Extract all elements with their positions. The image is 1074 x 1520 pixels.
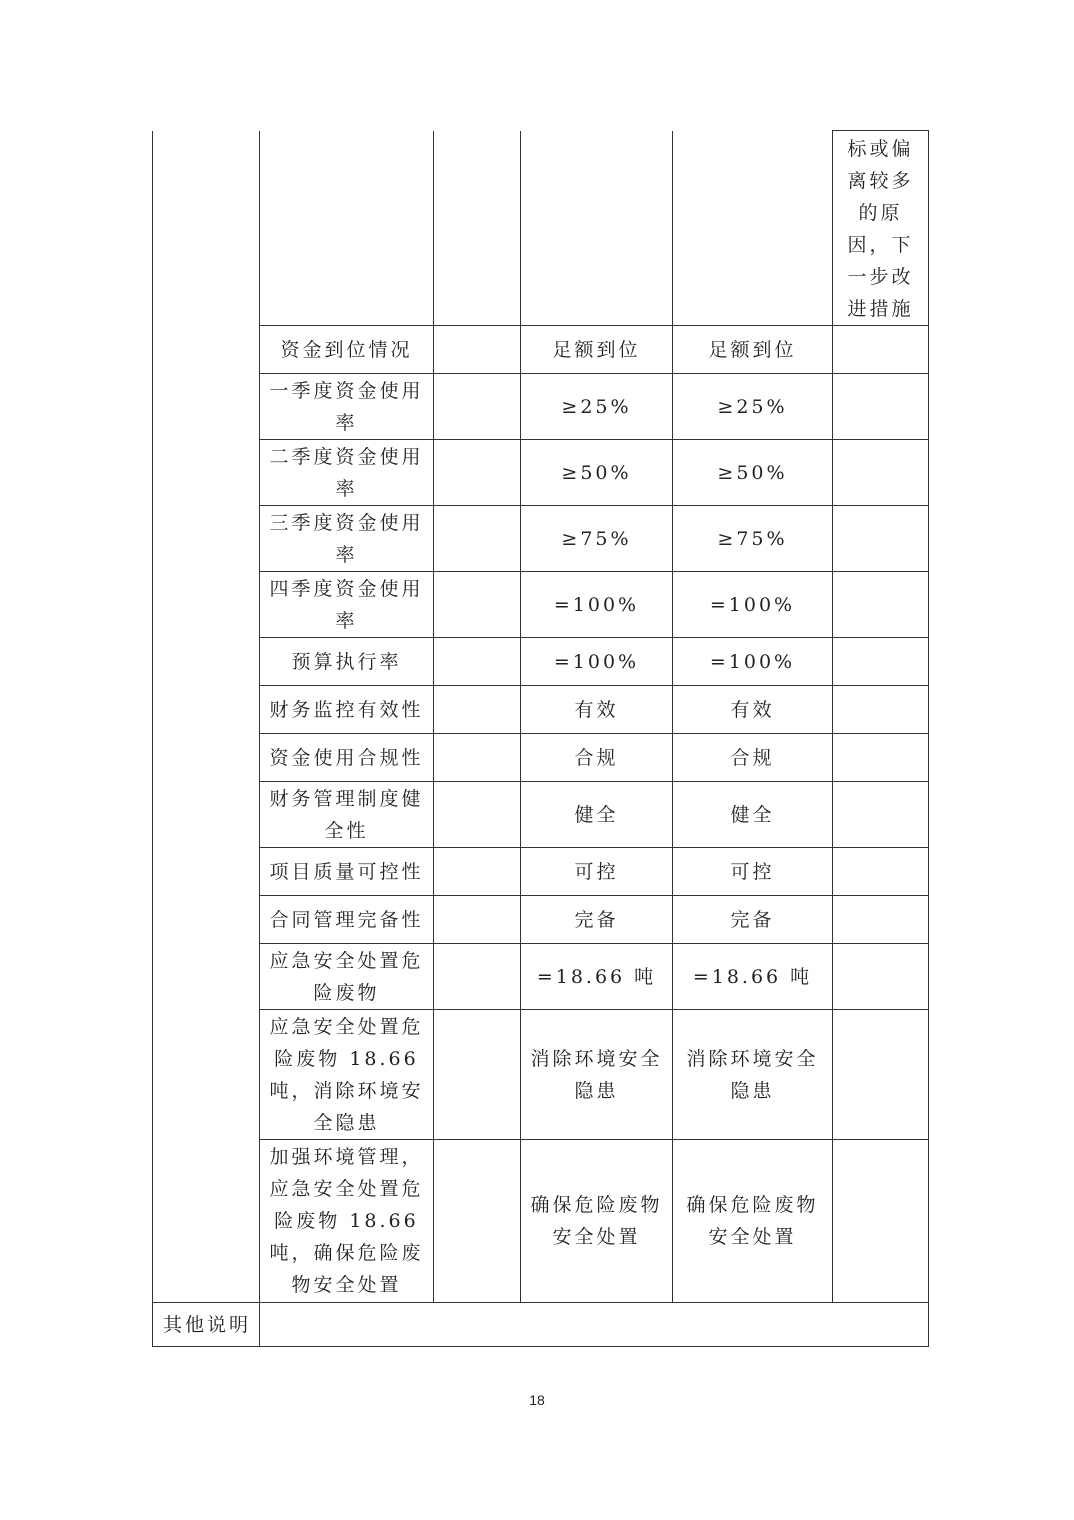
indicator-cell: 资金使用合规性 (260, 734, 434, 782)
table-cell (434, 131, 521, 326)
note-cell (833, 686, 929, 734)
indicator-cell: 项目质量可控性 (260, 848, 434, 896)
table-row (153, 572, 929, 638)
indicator-cell: 财务监控有效性 (260, 686, 434, 734)
actual-cell: 可控 (673, 848, 833, 896)
table-cell (434, 374, 521, 440)
target-cell: 完备 (521, 896, 673, 944)
target-cell: ≥25% (521, 374, 673, 440)
note-cell (833, 848, 929, 896)
note-cell (833, 572, 929, 638)
table-cell (434, 848, 521, 896)
target-cell: 消除环境安全隐患 (521, 1010, 673, 1140)
indicator-cell: 财务管理制度健全性 (260, 782, 434, 848)
actual-cell: 合规 (673, 734, 833, 782)
table-row (153, 848, 929, 896)
indicator-cell: 四季度资金使用率 (260, 572, 434, 638)
page-number: 18 (529, 1392, 545, 1408)
note-cell (833, 326, 929, 374)
table-row (153, 944, 929, 1010)
indicator-cell: 一季度资金使用率 (260, 374, 434, 440)
indicator-cell: 二季度资金使用率 (260, 440, 434, 506)
target-cell: =100% (521, 572, 673, 638)
indicator-cell: 应急安全处置危险废物 18.66 吨，消除环境安全隐患 (260, 1010, 434, 1140)
indicator-cell: 合同管理完备性 (260, 896, 434, 944)
other-notes-cell (260, 1303, 929, 1347)
target-cell: ≥50% (521, 440, 673, 506)
actual-cell: ≥75% (673, 506, 833, 572)
note-cell (833, 734, 929, 782)
table-row (153, 440, 929, 506)
other-notes-label: 其他说明 (153, 1303, 260, 1347)
table-row (153, 638, 929, 686)
table-cell (673, 131, 833, 326)
target-cell: 健全 (521, 782, 673, 848)
target-cell: =100% (521, 638, 673, 686)
table-cell (260, 131, 434, 326)
table-row (153, 1140, 929, 1303)
note-cell (833, 944, 929, 1010)
actual-cell: 有效 (673, 686, 833, 734)
table-row (153, 686, 929, 734)
target-cell: 有效 (521, 686, 673, 734)
table-cell (434, 440, 521, 506)
table-row (153, 131, 929, 326)
note-cell: 标或偏离较多的原因，下一步改进措施 (833, 131, 929, 326)
target-cell: 足额到位 (521, 326, 673, 374)
table-cell (434, 1010, 521, 1140)
actual-cell: 足额到位 (673, 326, 833, 374)
note-cell (833, 506, 929, 572)
table-row (153, 734, 929, 782)
target-cell: 确保危险废物安全处置 (521, 1140, 673, 1303)
actual-cell: 确保危险废物安全处置 (673, 1140, 833, 1303)
actual-cell: ≥25% (673, 374, 833, 440)
note-cell (833, 440, 929, 506)
table-row (153, 782, 929, 848)
table-cell (434, 326, 521, 374)
actual-cell: 健全 (673, 782, 833, 848)
table-cell (434, 782, 521, 848)
actual-cell: ≥50% (673, 440, 833, 506)
target-cell: 可控 (521, 848, 673, 896)
performance-table (152, 130, 929, 1347)
target-cell: 合规 (521, 734, 673, 782)
table-row (153, 1303, 929, 1347)
note-cell (833, 638, 929, 686)
note-cell (833, 374, 929, 440)
table-row (153, 506, 929, 572)
table-cell (434, 1140, 521, 1303)
table-cell (521, 131, 673, 326)
note-cell (833, 782, 929, 848)
table-row (153, 1010, 929, 1140)
indicator-cell: 三季度资金使用率 (260, 506, 434, 572)
table-cell (434, 686, 521, 734)
target-cell: =18.66 吨 (521, 944, 673, 1010)
note-cell (833, 1010, 929, 1140)
table-cell (434, 572, 521, 638)
actual-cell: =100% (673, 638, 833, 686)
indicator-cell: 预算执行率 (260, 638, 434, 686)
table-cell (434, 734, 521, 782)
blank-category-cell (153, 131, 260, 1303)
table-cell (434, 638, 521, 686)
indicator-cell: 加强环境管理，应急安全处置危险废物 18.66 吨，确保危险废物安全处置 (260, 1140, 434, 1303)
actual-cell: =100% (673, 572, 833, 638)
table-row (153, 374, 929, 440)
actual-cell: =18.66 吨 (673, 944, 833, 1010)
table-row (153, 326, 929, 374)
table-row (153, 896, 929, 944)
actual-cell: 完备 (673, 896, 833, 944)
table-cell (434, 506, 521, 572)
target-cell: ≥75% (521, 506, 673, 572)
table-cell (434, 944, 521, 1010)
indicator-cell: 应急安全处置危险废物 (260, 944, 434, 1010)
note-cell (833, 896, 929, 944)
note-cell (833, 1140, 929, 1303)
indicator-cell: 资金到位情况 (260, 326, 434, 374)
table-cell (434, 896, 521, 944)
actual-cell: 消除环境安全隐患 (673, 1010, 833, 1140)
